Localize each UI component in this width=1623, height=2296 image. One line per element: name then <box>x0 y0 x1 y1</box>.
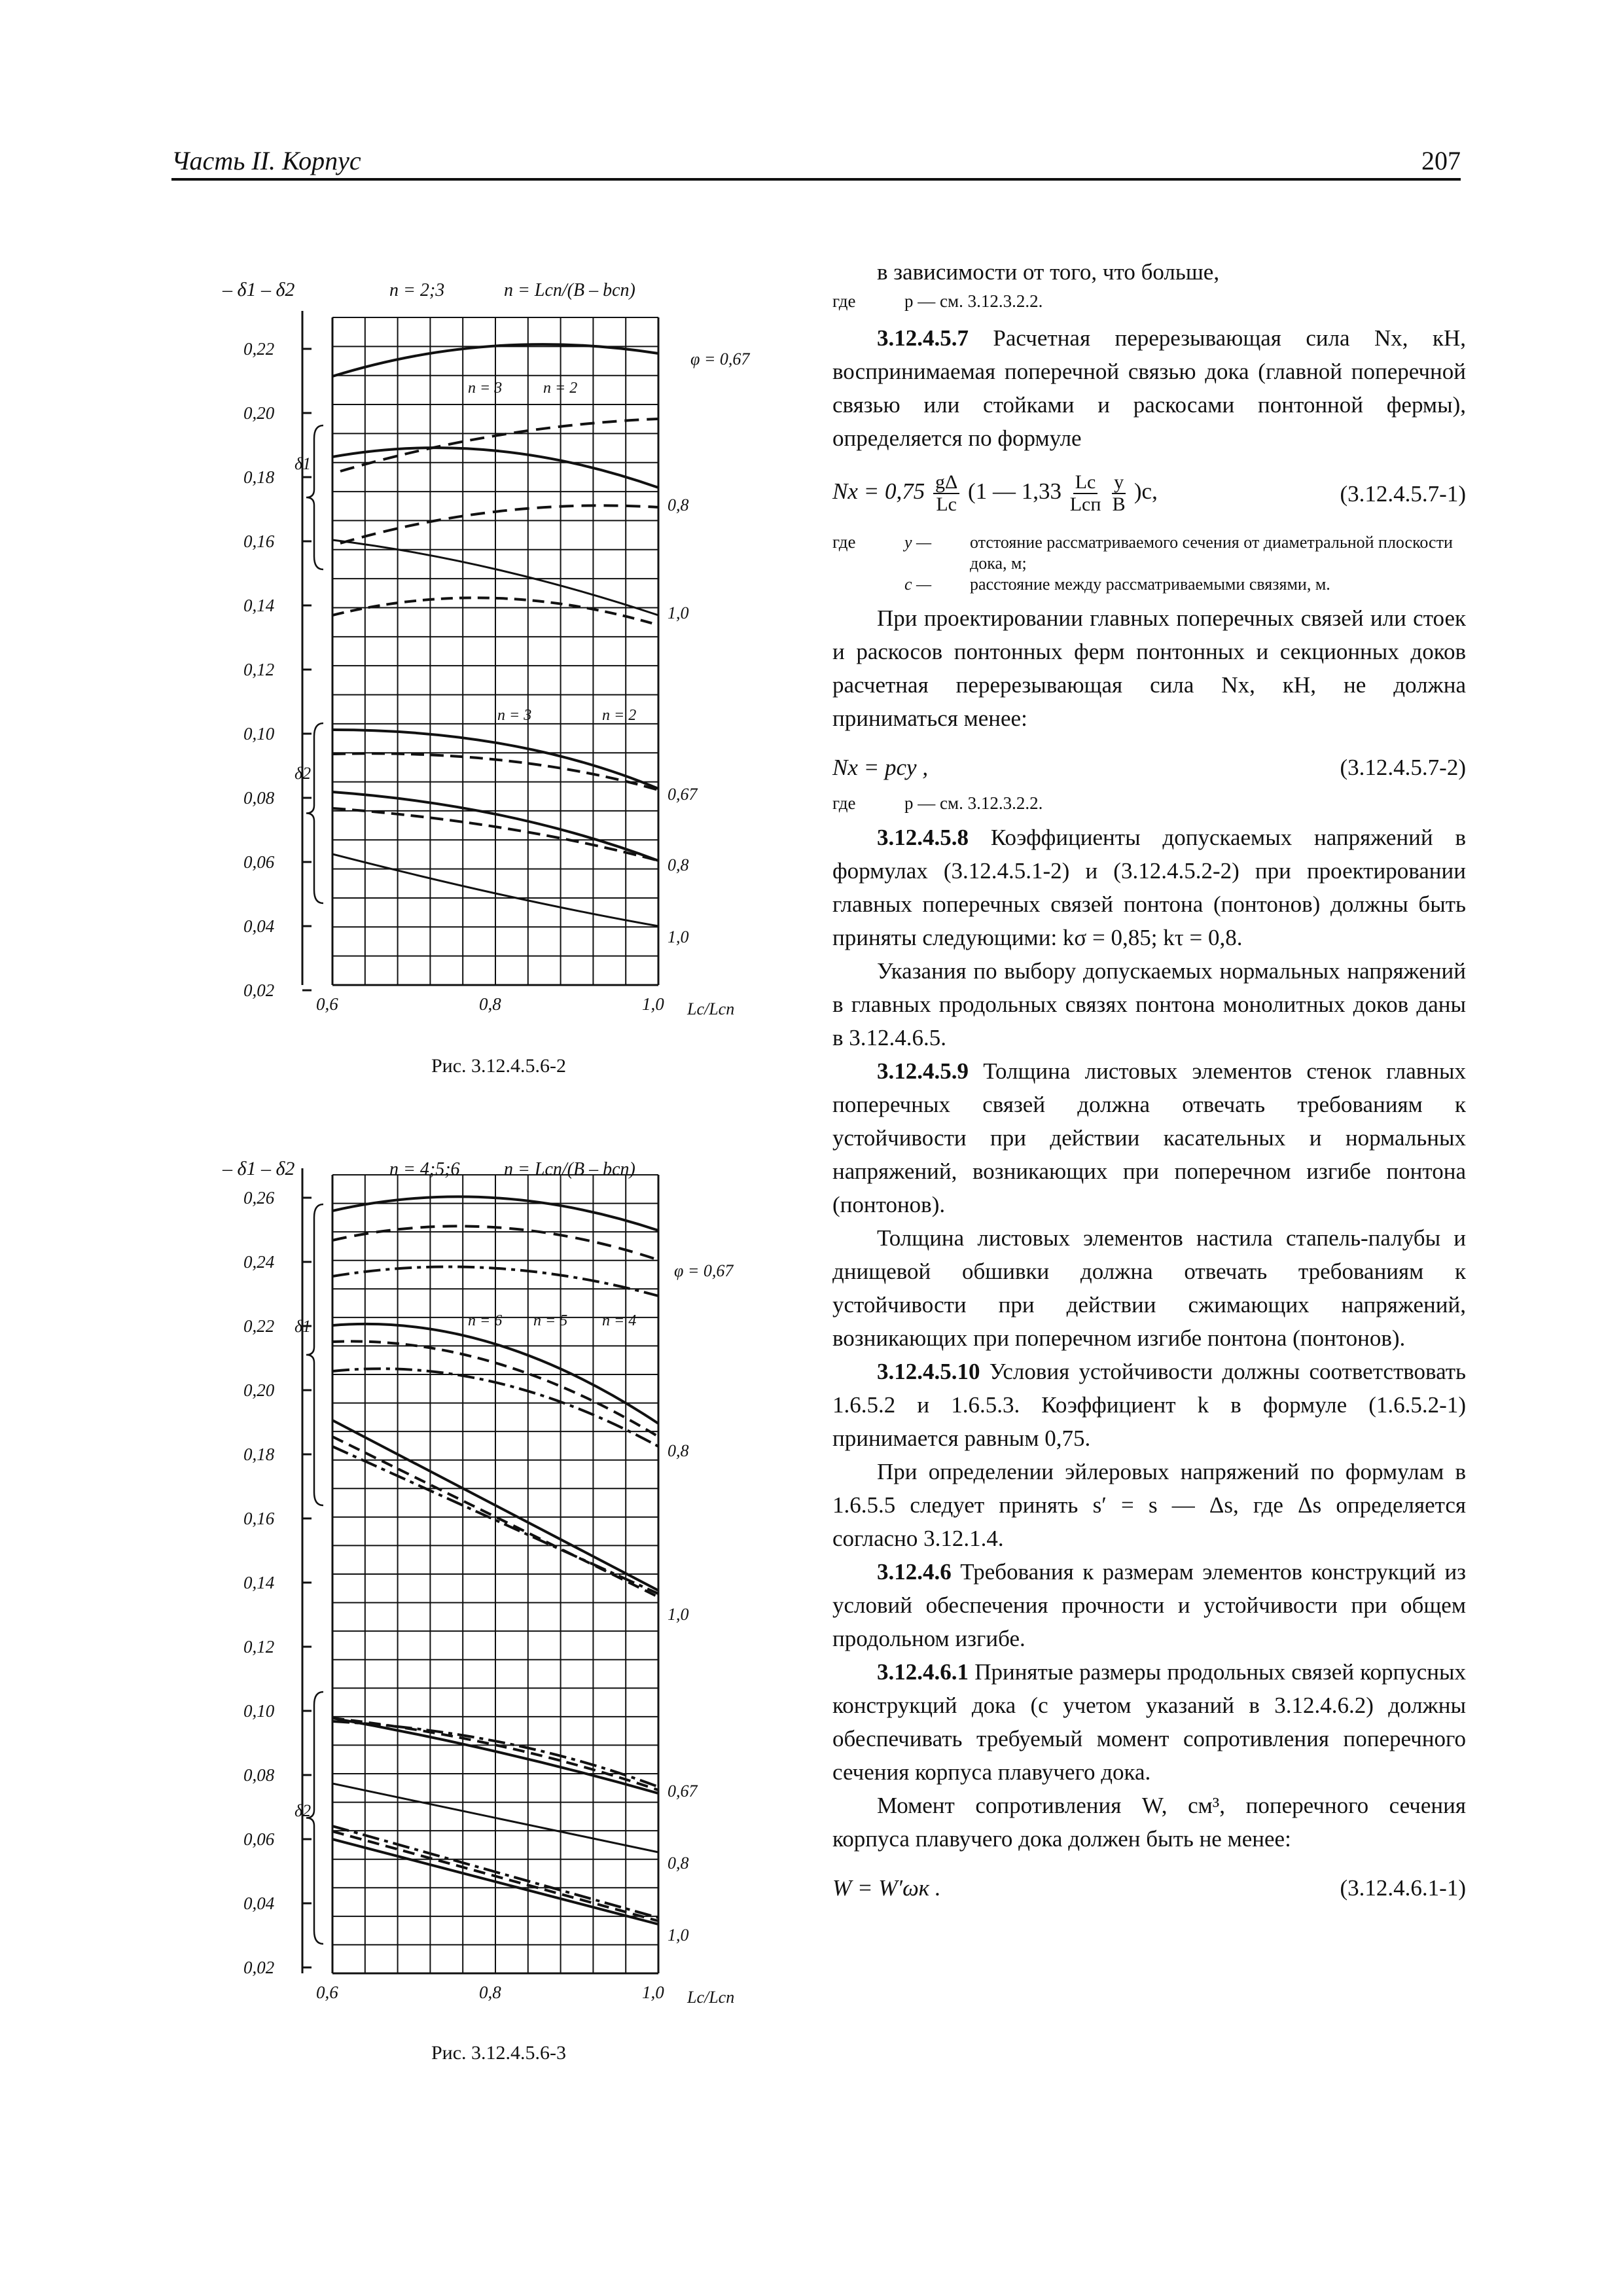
fig2-xlabel: Lс/Lсп <box>687 1988 735 2007</box>
fig2-phi-067: φ = 0,67 <box>674 1261 734 1280</box>
fig-ytick-label: 0,20 <box>243 1380 275 1400</box>
fig2-ylabel: – δ1 – δ2 <box>223 1158 295 1179</box>
para-3-12-4-5-9: 3.12.4.5.9 Толщина листовых элементов стенок главных поперечных связей должна отвечать требованиям к устойчивости при действии касательных и нормальных напряжений, возникающих при поперечном изгибе понтона (понтонов). <box>832 1058 1466 1217</box>
figure-1-chart <box>216 262 812 1021</box>
fig2-phi-08: 0,8 <box>668 1441 689 1460</box>
para-section-modulus: Момент сопротивления W, см³, поперечного сечения корпуса плавучего дока должен быть не менее: <box>832 1793 1466 1852</box>
text-column <box>832 255 1466 1912</box>
para-design-cross-members: При проектировании главных поперечных связей или стоек и раскосов понтонных ферм понтонных и секционных доков расчетная перерезывающая сила Nx, кН, не должна приниматься менее: <box>832 605 1466 731</box>
definition-c: c — расстояние между рассматриваемыми связями, м. <box>904 575 1330 594</box>
fig-brace <box>306 723 323 903</box>
fig1-n-formula: n = Lсп/(B – bсп) <box>504 280 635 300</box>
para-allowable-stresses: Указания по выбору допускаемых нормальных напряжений в главных продольных связях понтона монолитных доков даны в 3.12.4.6.5. <box>832 958 1466 1050</box>
fig2-phi2-10: 1,0 <box>668 1926 689 1945</box>
fig-ytick-label: 0,18 <box>243 467 275 487</box>
fig-xtick-label: 0,8 <box>479 994 501 1014</box>
definition-y: y — отстояние рассматриваемого сечения от диаметральной плоскости дока, м; <box>904 533 1453 573</box>
fig1-phi2-067: 0,67 <box>668 785 698 804</box>
para-3-12-4-6-1: 3.12.4.6.1 Принятые размеры продольных связей корпусных конструкций дока (с учетом указаний в 3.12.4.6.2) должны обеспечивать требуемый момент сопротивления поперечного сечения корпуса плавучего дока. <box>832 1659 1466 1785</box>
fig-ytick-label: 0,10 <box>243 1701 275 1721</box>
fig2-n-label: n = 4;5;6 <box>389 1159 460 1179</box>
fig1-ylabel: – δ1 – δ2 <box>223 279 295 300</box>
para-euler-stresses: При определении эйлеровых напряжений по формулам в 1.6.5.5 следует принять s′ = s — Δs, где Δs определяется согласно 3.12.1.4. <box>832 1459 1466 1551</box>
fig1-delta1: δ1 <box>294 454 312 473</box>
fig1-xlabel: Lс/Lсп <box>687 999 735 1018</box>
figure-2-caption: Рис. 3.12.4.5.6-3 <box>431 2042 567 2064</box>
fig-ytick-label: 0,24 <box>243 1252 275 1272</box>
fig2-n-formula: n = Lсп/(B – bсп) <box>504 1159 635 1179</box>
fig1-curve2-n3: n = 3 <box>497 707 532 724</box>
fig1-curve-n2: n = 2 <box>543 380 578 397</box>
fig-ytick-label: 0,06 <box>243 852 275 872</box>
fig2-ticks <box>243 1188 664 2002</box>
fig-ytick-label: 0,02 <box>243 980 275 1000</box>
formula-3-12-4-5-7-1: Nx = 0,75 $\frac{g\Delta}{Lс}$ (1 — 1,33 $\frac{Lс}{\text{Lсп}}$ $\frac{y}{B}$ )c, (3.12.4.5.7-1) <box>832 471 1466 515</box>
fig-ytick-label: 0,06 <box>243 1829 275 1849</box>
fig-xtick-label: 0,6 <box>316 994 338 1014</box>
fig-ytick-label: 0,16 <box>243 1509 275 1528</box>
para-3-12-4-5-10: 3.12.4.5.10 Условия устойчивости должны соответствовать 1.6.5.2 и 1.6.5.3. Коэффициент k в формуле (1.6.5.2-1) принимается равным 0,75. <box>832 1359 1466 1451</box>
fig2-curve-n6: n = 6 <box>468 1312 503 1329</box>
fig2-phi2-067: 0,67 <box>668 1782 698 1801</box>
para-3-12-4-5-8: 3.12.4.5.8 Коэффициенты допускаемых напряжений в формулах (3.12.4.5.1-2) и (3.12.4.5.2-2) при проектировании главных поперечных связей понтона (понтонов) должны быть приняты следующими: kσ = 0,85; kτ = 0,8. <box>832 825 1466 950</box>
fig1-delta2: δ2 <box>294 764 312 783</box>
where-block-0: где p — см. 3.12.3.2.2. <box>832 291 1043 311</box>
fig-ytick-label: 0,20 <box>243 403 275 423</box>
fig2-curve-n5: n = 5 <box>533 1312 568 1329</box>
fig1-curve2-n2: n = 2 <box>602 707 637 724</box>
fig-ytick-label: 0,12 <box>243 660 275 679</box>
formula-3-12-4-5-7-2: Nx = pcy , (3.12.4.5.7-2) <box>832 755 1466 780</box>
fig-ytick-label: 0,14 <box>243 596 275 615</box>
fig-ytick-label: 0,04 <box>243 1893 275 1913</box>
para-continuation: в зависимости от того, что больше, <box>877 259 1220 285</box>
where-block-1: где <box>832 532 856 552</box>
fig-ytick-label: 0,02 <box>243 1958 275 1977</box>
fig-ytick-label: 0,26 <box>243 1188 275 1208</box>
where-block-2: где p — см. 3.12.3.2.2. <box>832 793 1043 813</box>
fig1-phi2-08: 0,8 <box>668 855 689 874</box>
fig-ytick-label: 0,12 <box>243 1637 275 1657</box>
figure-1 <box>216 262 812 1021</box>
fig-ytick-label: 0,22 <box>243 339 275 359</box>
fig-curve <box>340 505 658 543</box>
fig-ytick-label: 0,22 <box>243 1316 275 1336</box>
fig-xtick-label: 1,0 <box>642 994 664 1014</box>
fig2-phi-10: 1,0 <box>668 1605 689 1624</box>
fig-curve <box>340 419 658 471</box>
figure-1-caption: Рис. 3.12.4.5.6-2 <box>431 1055 567 1077</box>
fig-ytick-label: 0,08 <box>243 788 275 808</box>
fig1-grid <box>302 311 658 985</box>
fig-xtick-label: 0,8 <box>479 1982 501 2002</box>
fig2-phi2-08: 0,8 <box>668 1854 689 1873</box>
fig-ytick-label: 0,18 <box>243 1444 275 1464</box>
fig-ytick-label: 0,08 <box>243 1765 275 1785</box>
fig1-phi2-10: 1,0 <box>668 927 689 946</box>
header-rule <box>171 178 1461 181</box>
fig2-delta2: δ2 <box>294 1801 312 1820</box>
formula-3-12-4-6-1-1: W = W′ωк . (3.12.4.6.1-1) <box>832 1875 1466 1901</box>
fig-ytick-label: 0,04 <box>243 916 275 936</box>
fig1-phi-067: φ = 0,67 <box>690 350 750 368</box>
fig1-phi-10: 1,0 <box>668 603 689 622</box>
figure-2 <box>216 1145 812 2016</box>
fig-brace <box>306 1204 323 1505</box>
figure-2-chart <box>216 1145 812 2016</box>
fig1-phi-08: 0,8 <box>668 495 689 514</box>
fig-ytick-label: 0,14 <box>243 1573 275 1592</box>
para-3-12-4-6: 3.12.4.6 Требования к размерам элементов конструкций из условий обеспечения прочности и устойчивости при общем продольном изгибе. <box>832 1559 1466 1651</box>
formula-number-1: (3.12.4.5.7-1) <box>1340 480 1466 507</box>
fig1-n-label: n = 2;3 <box>389 280 445 300</box>
fig1-ticks <box>243 339 664 1014</box>
running-header-title: Часть II. Корпус <box>171 146 361 175</box>
fig-xtick-label: 1,0 <box>642 1982 664 2002</box>
para-3-12-4-5-7: 3.12.4.5.7 Расчетная перерезывающая сила Nx, кН, воспринимаемая поперечной связью дока (главной поперечной связью или стойками и раскосами понтонной фермы), определяется по формуле <box>832 325 1466 451</box>
fig2-delta1: δ1 <box>294 1317 312 1336</box>
para-plate-thickness: Толщина листовых элементов настила стапель-палубы и днищевой обшивки должна отвечать требованиям к устойчивости при действии сжимающих напряжений, возникающих при поперечном изгибе понтона (понтонов). <box>832 1225 1466 1351</box>
fig-ytick-label: 0,16 <box>243 531 275 551</box>
fig1-curve-n3: n = 3 <box>468 380 503 397</box>
fig-ytick-label: 0,10 <box>243 724 275 744</box>
page-number: 207 <box>1421 146 1461 175</box>
fig2-curve-n4: n = 4 <box>602 1312 637 1329</box>
fig-brace <box>306 425 323 569</box>
fig-xtick-label: 0,6 <box>316 1982 338 2002</box>
